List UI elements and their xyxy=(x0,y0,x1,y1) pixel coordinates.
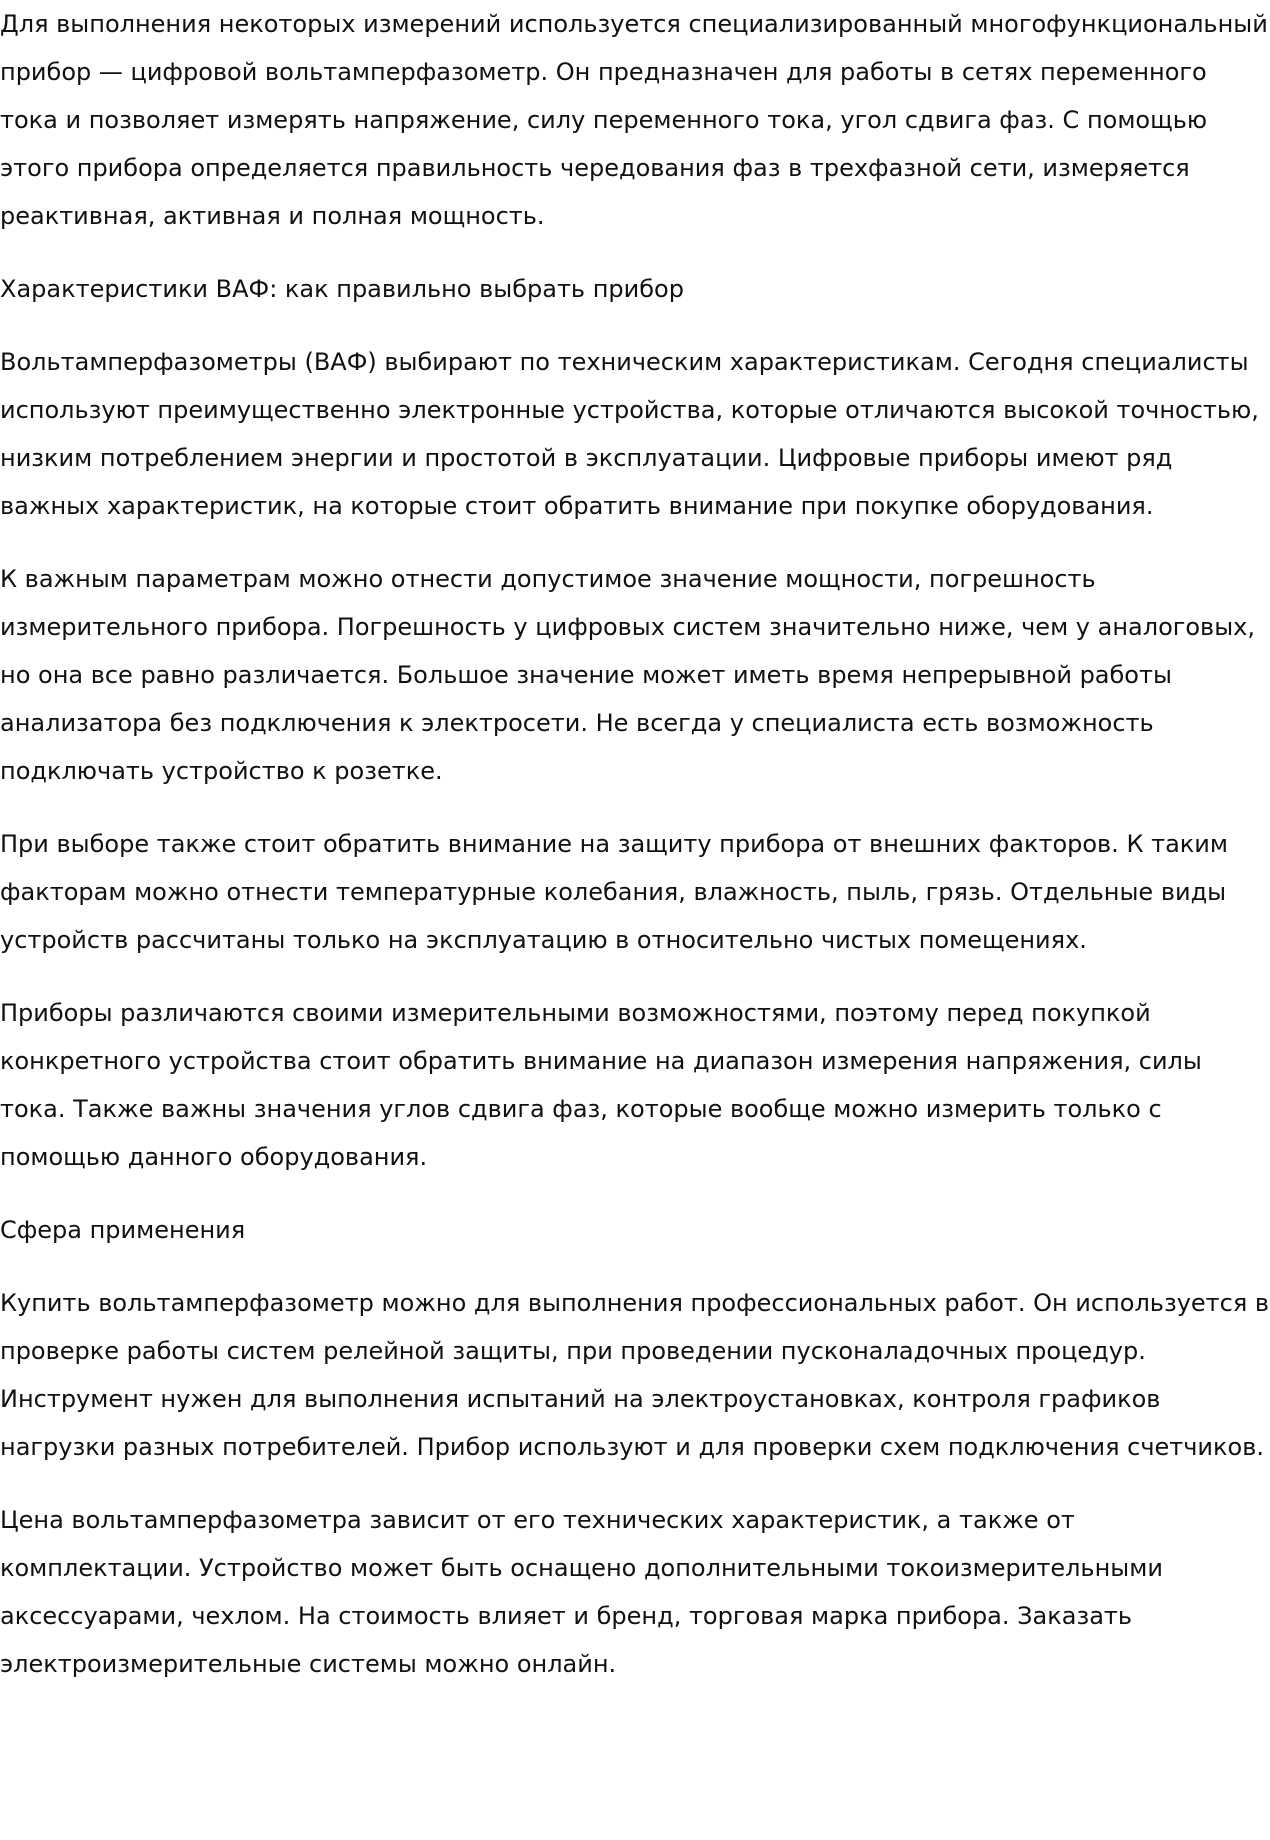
paragraph-usage: Купить вольтамперфазометр можно для выполнения профессиональных работ. Он используется в проверке работы систем релейной защиты, при проведении пусконаладочных процедур. Инструмент нужен для выполнения испытаний на электроустановках, контроля графиков нагрузки разных потребителей. Прибор используют и для проверки схем подключения счетчиков. xyxy=(0,1289,1270,1461)
paragraph-intro: Для выполнения некоторых измерений используется специализированный многофункциональный прибор — цифровой вольтамперфазометр. Он предназначен для работы в сетях переменного тока и позволяет измерять напряжение, силу переменного тока, угол сдвига фаз. С помощью этого прибора определяется правильность чередования фаз в трехфазной сети, измеряется реактивная, активная и полная мощность. xyxy=(0,10,1268,230)
section-heading-application: Сфера применения xyxy=(0,1216,246,1244)
section-heading-characteristics: Характеристики ВАФ: как правильно выбрать прибор xyxy=(0,275,684,303)
paragraph-price: Цена вольтамперфазометра зависит от его технических характеристик, а также от комплектации. Устройство может быть оснащено дополнительными токоизмерительными аксессуарами, чехлом. На стоимость влияет и бренд, торговая марка прибора. Заказать электроизмерительные системы можно онлайн. xyxy=(0,1506,1163,1678)
paragraph-selection: Вольтамперфазометры (ВАФ) выбирают по техническим характеристикам. Сегодня специалисты используют преимущественно электронные устройства, которые отличаются высокой точностью, низким потреблением энергии и простотой в эксплуатации. Цифровые приборы имеют ряд важных характеристик, на которые стоит обратить внимание при покупке оборудования. xyxy=(0,348,1259,520)
paragraph-parameters: К важным параметрам можно отнести допустимое значение мощности, погрешность измерительного прибора. Погрешность у цифровых систем значительно ниже, чем у аналоговых, но она все равно различается. Большое значение может иметь время непрерывной работы анализатора без подключения к электросети. Не всегда у специалиста есть возможность подключать устройство к розетке. xyxy=(0,565,1255,785)
paragraph-capabilities: Приборы различаются своими измерительными возможностями, поэтому перед покупкой конкретного устройства стоит обратить внимание на диапазон измерения напряжения, силы тока. Также важны значения углов сдвига фаз, которые вообще можно измерить только с помощью данного оборудования. xyxy=(0,999,1202,1171)
paragraph-protection: При выборе также стоит обратить внимание на защиту прибора от внешних факторов. К таким факторам можно отнести температурные колебания, влажность, пыль, грязь. Отдельные виды устройств рассчитаны только на эксплуатацию в относительно чистых помещениях. xyxy=(0,830,1228,954)
